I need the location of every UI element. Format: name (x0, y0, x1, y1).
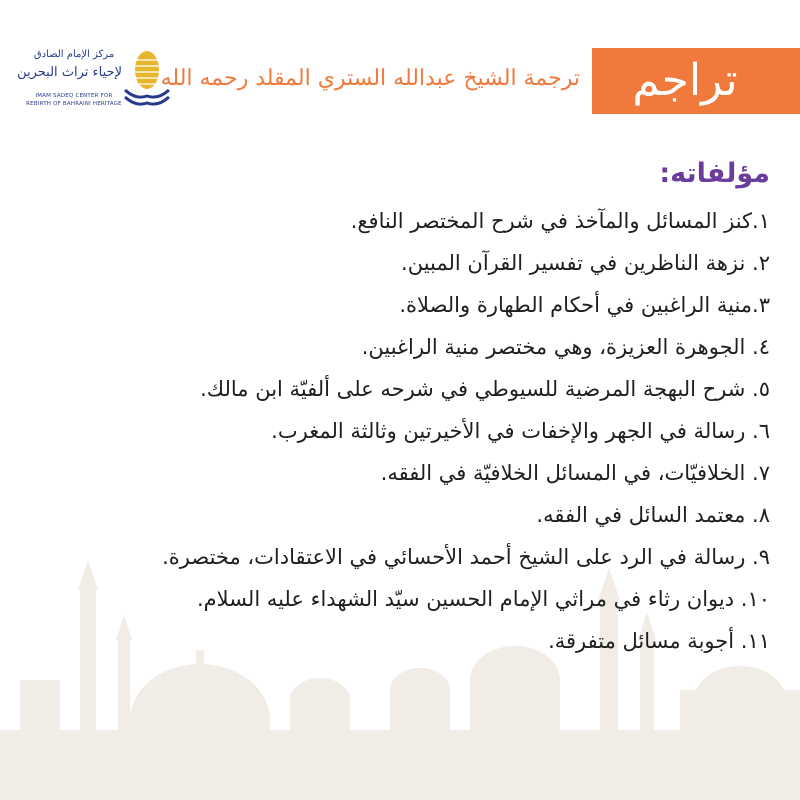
list-item: ٨. معتمد السائل في الفقه. (536, 503, 770, 527)
list-item: ٣.منية الراغبين في أحكام الطهارة والصلاة. (399, 293, 770, 317)
book-feather-logo-icon (122, 50, 172, 112)
section-title: مؤلفاته: (659, 158, 770, 189)
logo-english-line2: REBIRTH OF BAHRAINI HERITAGE (26, 101, 122, 107)
list-item: ١٠. ديوان رثاء في مراثي الإمام الحسين سيّد الشهداء عليه السلام. (196, 587, 770, 611)
header-tab-title: تراجم (632, 55, 738, 106)
works-section (60, 140, 770, 662)
logo-arabic-line1: مركز الإمام الصادق (33, 49, 115, 60)
list-item: ٩. رسالة في الرد على الشيخ أحمد الأحسائي في الاعتقادات، مختصرة. (162, 545, 770, 569)
list-item: ١.كنز المسائل والمآخذ في شرح المختصر النافع. (350, 209, 770, 233)
list-item: ١١. أجوبة مسائل متفرقة. (548, 629, 770, 653)
logo-arabic-line2: لإحياء تراث البحرين (17, 65, 122, 80)
list-item: ٧. الخلافيّات، في المسائل الخلافيّة في الفقه. (380, 461, 770, 485)
list-item: ٢. نزهة الناظرين في تفسير القرآن المبين. (401, 251, 770, 275)
logo-english-line1: IMAM SADEQ CENTER FOR (35, 93, 113, 99)
list-item: ٤. الجوهرة العزيزة، وهي مختصر منية الراغبين. (361, 335, 770, 359)
header-subtitle: ترجمة الشيخ عبدالله الستري المقلد رحمه الله (160, 66, 580, 91)
works-list (60, 200, 770, 662)
header-tab (592, 48, 800, 114)
list-item: ٥. شرح البهجة المرضية للسيوطي في شرحه على ألفيّة ابن مالك. (200, 377, 770, 401)
list-item: ٦. رسالة في الجهر والإخفات في الأخيرتين وثالثة المغرب. (271, 419, 770, 443)
center-logo (17, 46, 172, 122)
